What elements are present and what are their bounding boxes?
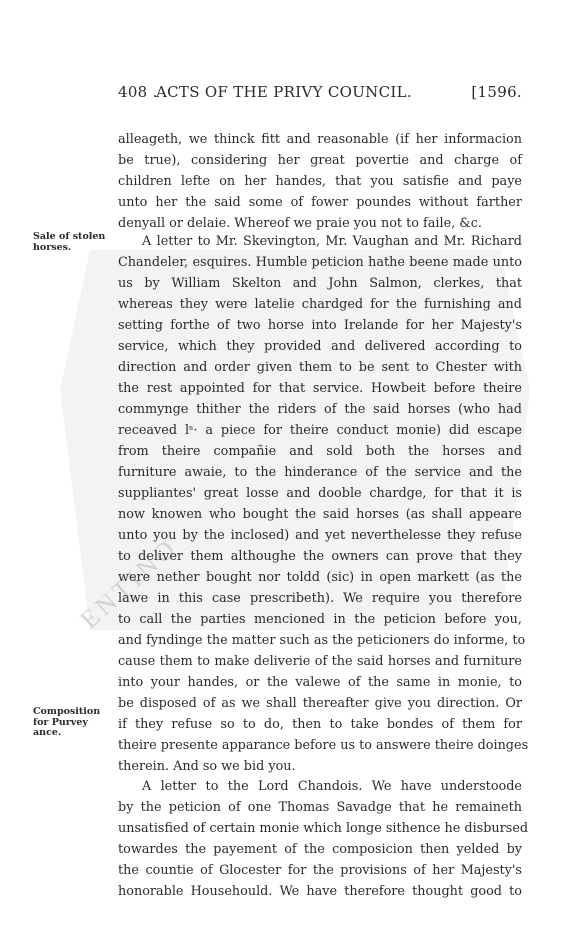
text-line: now knowen who bought the said horses (as shall appeare	[118, 507, 522, 522]
text-line: theire presente apparance before us to answere theire doinges	[118, 738, 529, 753]
text-line: to call the parties mencioned in the peticion before you,	[118, 612, 522, 627]
text-line: into your handes, or the valewe of the same in monie, to	[118, 675, 522, 690]
page-number: 408 .	[118, 83, 158, 101]
text-line: therein. And so we bid you.	[118, 759, 296, 774]
text-line: to deliver them althoughe the owners can prove that they	[118, 549, 522, 564]
text-line: towardes the payement of the composicion then yelded by	[118, 842, 522, 857]
text-line: A letter to Mr. Skevington, Mr. Vaughan and Mr. Richard	[142, 234, 522, 249]
text-line: alleageth, we thinck fitt and reasonable (if her informacion	[118, 132, 522, 147]
text-line: be true), considering her great povertie and charge of	[118, 153, 522, 168]
text-line: furniture awaie, to the hinderance of the service and the	[118, 465, 522, 480]
running-title: ACTS OF THE PRIVY COUNCIL.	[156, 83, 412, 101]
text-line: if they refuse so to do, then to take bondes of them for	[118, 717, 522, 732]
text-line: us by William Skelton and John Salmon, clerkes, that	[118, 276, 522, 291]
text-line: were nether bought nor toldd (sic) in open markett (as the	[118, 570, 522, 585]
header-year: [1596.	[471, 83, 522, 101]
text-line: cause them to make deliverie of the said horses and furniture	[118, 654, 522, 669]
text-line: be disposed of as we shall thereafter give you direction. Or	[118, 696, 522, 711]
margin-note-line: horses.	[33, 241, 72, 253]
text-line: setting forthe of two horse into Irelande for her Majesty's	[118, 318, 522, 333]
text-line: the rest appointed for that service. Howbeit before theire	[118, 381, 522, 396]
text-line: service, which they provided and delivered according to	[118, 339, 522, 354]
text-line: children lefte on her handes, that you satisfie and paye	[118, 174, 522, 189]
text-line: whereas they were latelie chardged for the furnishing and	[118, 297, 522, 312]
text-line: unto you by the inclosed) and yet neverthelesse they refuse	[118, 528, 522, 543]
margin-note-line: for Purvey	[33, 716, 88, 728]
margin-note-sale-of-stolen-horses	[33, 232, 118, 253]
text-line: commynge thither the riders of the said horses (who had	[118, 402, 522, 417]
text-line: from theire compañie and sold both the horses and	[118, 444, 522, 459]
margin-note-composition-for-purveyance	[33, 707, 118, 739]
text-line: lawe in this case prescribeth). We require you therefore	[118, 591, 522, 606]
text-line: receaved lˢ· a piece for theire conduct monie) did escape	[118, 423, 522, 438]
text-line: denyall or delaie. Whereof we praie you not to faile, &c.	[118, 216, 482, 231]
text-line: Chandeler, esquires. Humble peticion hathe beene made unto	[118, 255, 522, 270]
margin-note-line: Sale of stolen	[33, 231, 106, 242]
text-line: suppliantes' great losse and dooble chardge, for that it is	[118, 486, 522, 501]
watermark-text: ENTINO	[74, 532, 184, 635]
text-line: unsatisfied of certain monie which longe sithence he disbursed	[118, 821, 529, 836]
text-line: the countie of Glocester for the provisions of her Majesty's	[118, 863, 522, 878]
text-line: by the peticion of one Thomas Savadge that he remaineth	[118, 800, 522, 815]
text-line: direction and order given them to be sent to Chester with	[118, 360, 522, 375]
text-line: and fyndinge the matter such as the peticioners do informe, to	[118, 633, 526, 648]
text-line: honorable Househould. We have therefore thought good to	[118, 884, 522, 899]
text-line: A letter to the Lord Chandois. We have understoode	[142, 779, 522, 794]
margin-note-line: Composition	[33, 706, 101, 717]
text-line: unto her the said some of fower poundes without farther	[118, 195, 522, 210]
margin-note-line: ance.	[33, 727, 62, 738]
